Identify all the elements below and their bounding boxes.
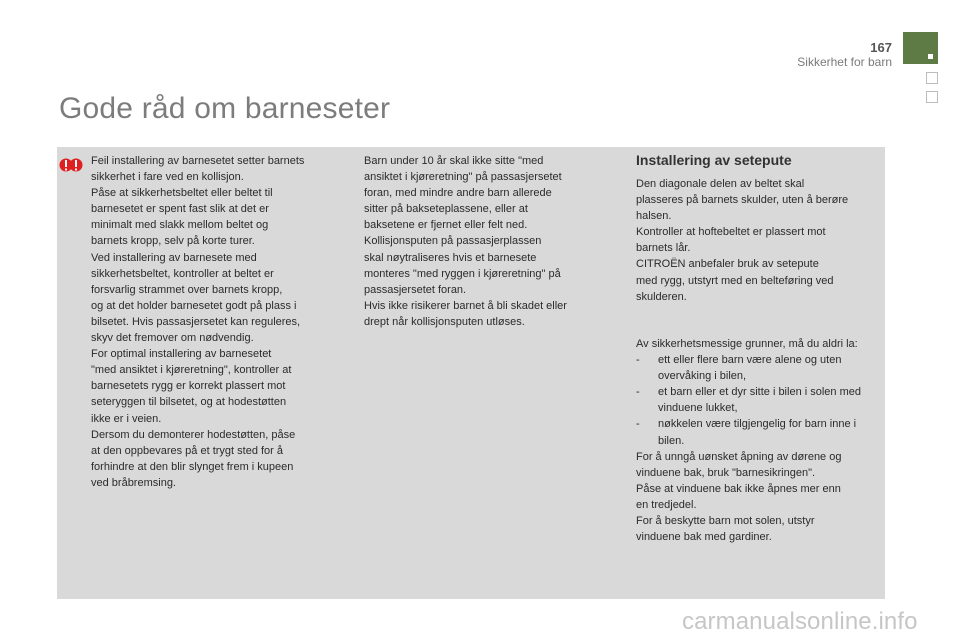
- page-title: Gode råd om barneseter: [59, 92, 391, 125]
- page-number: 167: [870, 40, 892, 55]
- list-item: - nøkkelen være tilgjengelig for barn inne i bilen.: [636, 416, 881, 448]
- chapter-tab-marker-icon: [928, 54, 933, 59]
- safety-advice-list: [636, 352, 881, 449]
- chapter-tab-active: [903, 32, 938, 64]
- safety-advice-lead: Av sikkerhetsmessige grunner, må du aldri la:: [636, 338, 858, 350]
- safety-advice-block: [636, 336, 881, 545]
- exclamation-warning-icon: [59, 154, 83, 176]
- booster-seat-text: Den diagonale delen av beltet skal plasseres på barnets skulder, uten å berøre halsen. Kontroller at hoftebeltet er plassert mot barnets lår. CITROËN anbefaler bruk av setepute med rygg, utstyrt med en belteføring ved skulderen.: [636, 178, 849, 303]
- list-item: - et barn eller et dyr sitte i bilen i solen med vinduene lukket,: [636, 384, 881, 416]
- warning-text-column: Feil installering av barnesetet setter barnets sikkerhet i fare ved en kollisjon. Påse at sikkerhetsbeltet eller beltet til barnesetet er spent fast slik at det er minimalt med slakk mellom beltet og barnets kropp, selv på korte turer. Ved installering av barnesete med sikkerhetsbeltet, kontroller at beltet er forsvarlig strammet over barnets kropp, og at det holder barnesetet godt på plass i bilsetet. Hvis passasjersetet kan reguleres, skyv det fremover om nødvendig. For optimal installering av barnesetet "med ansiktet i kjøreretning", kontroller at barnesetets rygg er korrekt plassert mot seteryggen til bilsetet, og at hodestøtten ikke er i veien. Dersom du demonterer hodestøtten, påse at den oppbevares på et trygt sted for å forhindre at den blir slynget frem i kupeen ved bråbremsing.: [91, 155, 305, 489]
- airbag-text-column: Barn under 10 år skal ikke sitte "med ansiktet i kjøreretning" på passasjersetet foran, med mindre andre barn allerede sitter på bakseteplassene, eller at baksetene er fjernet eller felt ned. Kollisjonsputen på passasjerplassen skal nøytraliseres hvis et barnesete monteres "med ryggen i kjøreretning" på passasjersetet foran. Hvis ikke risikerer barnet å bli skadet eller drept når kollisjonsputen utløses.: [364, 155, 567, 328]
- watermark: carmanualsonline.info: [682, 608, 918, 635]
- section-title: Sikkerhet for barn: [797, 55, 892, 69]
- chapter-tab-box: [926, 72, 938, 84]
- booster-seat-heading: Installering av setepute: [636, 152, 792, 168]
- list-item: - ett eller flere barn være alene og uten overvåking i bilen,: [636, 352, 881, 384]
- chapter-tab-box: [926, 91, 938, 103]
- safety-advice-tail: For å unngå uønsket åpning av dørene og vinduene bak, bruk "barnesikringen". Påse at vinduene bak ikke åpnes mer enn en tredjedel. For å beskytte barn mot solen, utstyr vinduene bak med gardiner.: [636, 450, 842, 544]
